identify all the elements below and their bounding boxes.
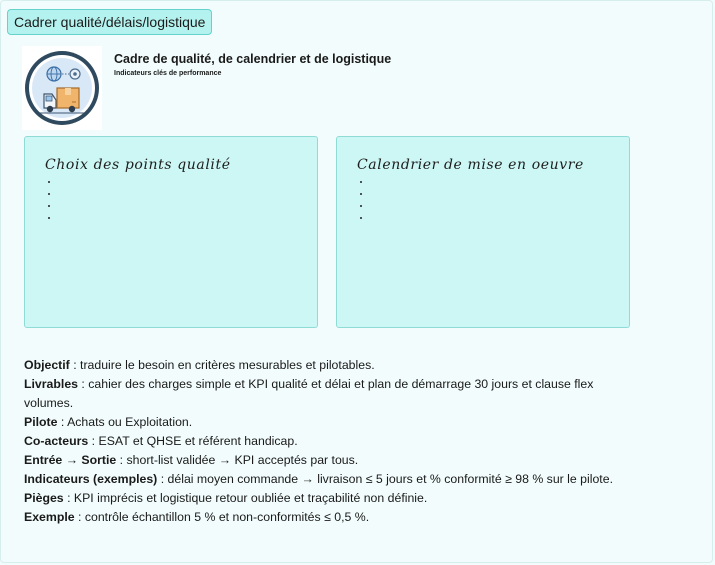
detail-text: cahier des charges simple et KPI qualité et délai et plan de démarrage 30 jours et clause flex volumes.: [24, 377, 594, 410]
bullet-dot: [48, 217, 50, 219]
detail-label: Exemple: [24, 510, 75, 524]
bullet-list: [48, 181, 50, 229]
detail-text: délai moyen commande → livraison ≤ 5 jours et % conformité ≥ 98 % sur le pilote.: [167, 472, 613, 486]
bullet-dot: [360, 205, 362, 207]
bullet-list: [360, 181, 362, 229]
detail-indicateurs: [24, 470, 634, 489]
schedule-card[interactable]: [336, 136, 630, 328]
detail-label: Indicateurs (exemples): [24, 472, 158, 486]
detail-separator: :: [57, 415, 68, 429]
detail-text: Achats ou Exploitation.: [67, 415, 193, 429]
detail-label: Co-acteurs: [24, 434, 89, 448]
quality-points-card[interactable]: [24, 136, 318, 328]
bullet-dot: [48, 181, 50, 183]
detail-entree-sortie: [24, 451, 634, 470]
detail-separator: :: [116, 453, 127, 467]
logo: [22, 46, 102, 130]
card-title: Calendrier de mise en oeuvre: [357, 157, 584, 173]
bullet-dot: [48, 205, 50, 207]
detail-label: Pilote: [24, 415, 58, 429]
detail-separator: :: [63, 491, 74, 505]
details-block: [24, 356, 634, 527]
page-title: Cadre de qualité, de calendrier et de logistique: [114, 52, 392, 66]
detail-pilote: [24, 413, 634, 432]
detail-separator: :: [78, 377, 89, 391]
bullet-dot: [360, 193, 362, 195]
detail-separator: :: [69, 358, 81, 372]
card-title: Choix des points qualité: [45, 157, 231, 173]
detail-exemple: [24, 508, 634, 527]
detail-separator: :: [88, 434, 99, 448]
delivery-truck-globe-icon: [22, 46, 102, 130]
bullet-dot: [360, 181, 362, 183]
detail-text: short-list validée → KPI acceptés par tous.: [126, 453, 359, 467]
detail-separator: :: [74, 510, 85, 524]
detail-objectif: [24, 356, 634, 375]
page-subtitle: Indicateurs clés de performance: [114, 70, 222, 77]
section-tag[interactable]: Cadrer qualité/délais/logistique: [7, 9, 212, 35]
bullet-dot: [48, 193, 50, 195]
detail-text: traduire le besoin en critères mesurables et pilotables.: [80, 358, 375, 372]
detail-label: Livrables: [24, 377, 78, 391]
detail-label: Pièges: [24, 491, 64, 505]
detail-text: contrôle échantillon 5 % et non-conformités ≤ 0,5 %.: [84, 510, 370, 524]
detail-label: Objectif: [24, 358, 70, 372]
detail-co-acteurs: [24, 432, 634, 451]
detail-text: ESAT et QHSE et référent handicap.: [98, 434, 298, 448]
detail-pieges: [24, 489, 634, 508]
detail-separator: :: [157, 472, 168, 486]
bullet-dot: [360, 217, 362, 219]
detail-text: KPI imprécis et logistique retour oubliée et traçabilité non définie.: [73, 491, 428, 505]
detail-label: Entrée → Sortie: [24, 453, 117, 467]
detail-livrables: [24, 375, 634, 413]
